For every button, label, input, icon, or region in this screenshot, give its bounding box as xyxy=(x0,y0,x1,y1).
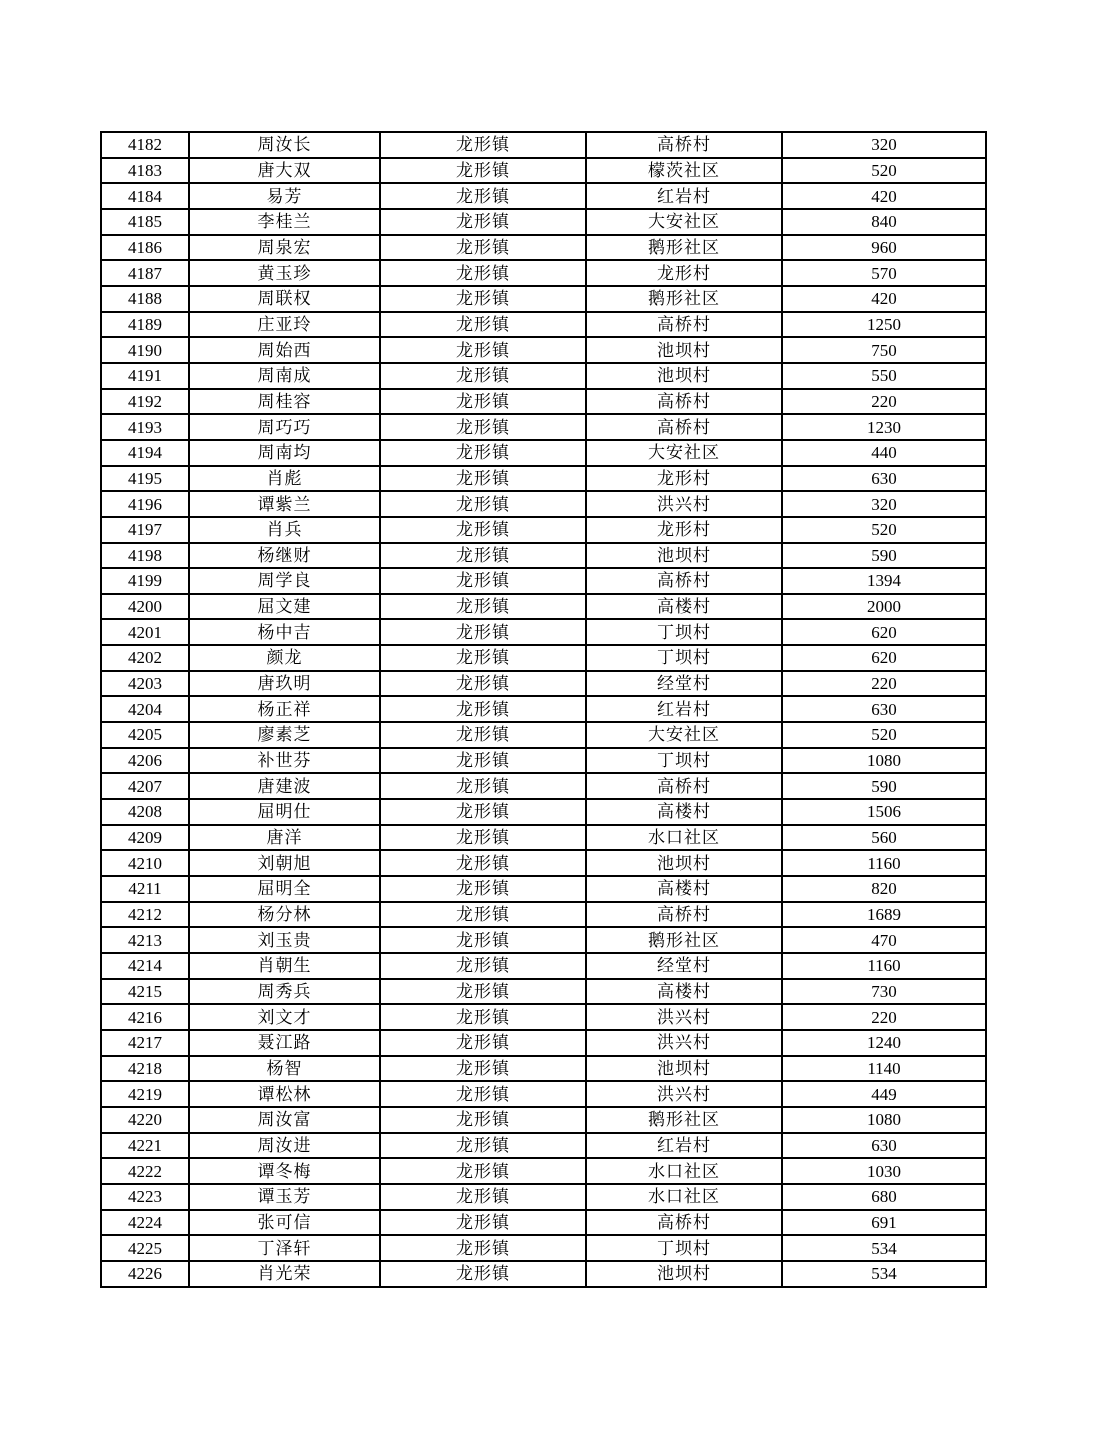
table-row xyxy=(101,696,986,722)
cell-town: 龙形镇 xyxy=(380,389,586,415)
table-row xyxy=(101,1133,986,1159)
cell-id: 4186 xyxy=(101,235,189,261)
cell-name: 谭松林 xyxy=(189,1081,380,1107)
cell-amount: 1250 xyxy=(782,312,986,338)
cell-id: 4190 xyxy=(101,337,189,363)
cell-amount: 730 xyxy=(782,979,986,1005)
cell-id: 4224 xyxy=(101,1210,189,1236)
cell-id: 4182 xyxy=(101,132,189,158)
cell-id: 4218 xyxy=(101,1056,189,1082)
cell-town: 龙形镇 xyxy=(380,1081,586,1107)
table-row xyxy=(101,389,986,415)
cell-amount: 590 xyxy=(782,543,986,569)
table-row xyxy=(101,466,986,492)
cell-village: 红岩村 xyxy=(586,183,782,209)
cell-amount: 420 xyxy=(782,286,986,312)
cell-village: 鹅形社区 xyxy=(586,927,782,953)
cell-id: 4202 xyxy=(101,645,189,671)
cell-town: 龙形镇 xyxy=(380,286,586,312)
table-row xyxy=(101,876,986,902)
table-row xyxy=(101,645,986,671)
cell-town: 龙形镇 xyxy=(380,748,586,774)
cell-village: 龙形村 xyxy=(586,517,782,543)
cell-amount: 590 xyxy=(782,773,986,799)
cell-name: 唐洋 xyxy=(189,825,380,851)
cell-id: 4222 xyxy=(101,1158,189,1184)
cell-village: 经堂村 xyxy=(586,953,782,979)
cell-village: 高桥村 xyxy=(586,902,782,928)
cell-id: 4192 xyxy=(101,389,189,415)
cell-id: 4193 xyxy=(101,414,189,440)
cell-id: 4217 xyxy=(101,1030,189,1056)
cell-id: 4198 xyxy=(101,543,189,569)
cell-id: 4194 xyxy=(101,440,189,466)
cell-amount: 1230 xyxy=(782,414,986,440)
cell-town: 龙形镇 xyxy=(380,773,586,799)
cell-name: 刘朝旭 xyxy=(189,850,380,876)
cell-name: 肖朝生 xyxy=(189,953,380,979)
cell-id: 4191 xyxy=(101,363,189,389)
table-row xyxy=(101,1081,986,1107)
cell-amount: 620 xyxy=(782,619,986,645)
cell-amount: 1160 xyxy=(782,850,986,876)
cell-amount: 1240 xyxy=(782,1030,986,1056)
cell-id: 4185 xyxy=(101,209,189,235)
table-row xyxy=(101,1235,986,1261)
cell-town: 龙形镇 xyxy=(380,876,586,902)
cell-name: 颜龙 xyxy=(189,645,380,671)
cell-id: 4215 xyxy=(101,979,189,1005)
table-row xyxy=(101,722,986,748)
cell-id: 4221 xyxy=(101,1133,189,1159)
table-row xyxy=(101,773,986,799)
cell-town: 龙形镇 xyxy=(380,1210,586,1236)
cell-town: 龙形镇 xyxy=(380,696,586,722)
cell-village: 洪兴村 xyxy=(586,491,782,517)
cell-name: 黄玉珍 xyxy=(189,260,380,286)
cell-id: 4216 xyxy=(101,1004,189,1030)
table-body xyxy=(101,132,986,1287)
cell-amount: 320 xyxy=(782,491,986,517)
cell-amount: 520 xyxy=(782,517,986,543)
cell-amount: 520 xyxy=(782,722,986,748)
cell-town: 龙形镇 xyxy=(380,183,586,209)
cell-id: 4189 xyxy=(101,312,189,338)
table-row xyxy=(101,594,986,620)
table-row xyxy=(101,286,986,312)
table-row xyxy=(101,568,986,594)
cell-amount: 691 xyxy=(782,1210,986,1236)
cell-village: 丁坝村 xyxy=(586,748,782,774)
cell-id: 4209 xyxy=(101,825,189,851)
cell-id: 4220 xyxy=(101,1107,189,1133)
cell-village: 高桥村 xyxy=(586,312,782,338)
cell-amount: 680 xyxy=(782,1184,986,1210)
cell-village: 鹅形社区 xyxy=(586,1107,782,1133)
cell-name: 丁泽轩 xyxy=(189,1235,380,1261)
cell-id: 4187 xyxy=(101,260,189,286)
table-row xyxy=(101,312,986,338)
cell-name: 谭紫兰 xyxy=(189,491,380,517)
cell-id: 4226 xyxy=(101,1261,189,1287)
cell-amount: 630 xyxy=(782,466,986,492)
cell-village: 鹅形社区 xyxy=(586,286,782,312)
cell-name: 聂江路 xyxy=(189,1030,380,1056)
cell-amount: 620 xyxy=(782,645,986,671)
cell-id: 4212 xyxy=(101,902,189,928)
cell-amount: 440 xyxy=(782,440,986,466)
cell-name: 周南均 xyxy=(189,440,380,466)
cell-amount: 1160 xyxy=(782,953,986,979)
table-row xyxy=(101,979,986,1005)
cell-amount: 470 xyxy=(782,927,986,953)
cell-town: 龙形镇 xyxy=(380,671,586,697)
cell-name: 杨分林 xyxy=(189,902,380,928)
cell-town: 龙形镇 xyxy=(380,1133,586,1159)
cell-village: 水口社区 xyxy=(586,1184,782,1210)
cell-name: 周桂容 xyxy=(189,389,380,415)
cell-village: 红岩村 xyxy=(586,696,782,722)
table-row xyxy=(101,209,986,235)
cell-town: 龙形镇 xyxy=(380,594,586,620)
cell-town: 龙形镇 xyxy=(380,619,586,645)
cell-amount: 1080 xyxy=(782,1107,986,1133)
cell-amount: 320 xyxy=(782,132,986,158)
cell-name: 杨继财 xyxy=(189,543,380,569)
cell-id: 4207 xyxy=(101,773,189,799)
cell-name: 周泉宏 xyxy=(189,235,380,261)
cell-town: 龙形镇 xyxy=(380,440,586,466)
cell-name: 廖素芝 xyxy=(189,722,380,748)
cell-id: 4203 xyxy=(101,671,189,697)
cell-village: 池坝村 xyxy=(586,850,782,876)
cell-id: 4214 xyxy=(101,953,189,979)
cell-village: 洪兴村 xyxy=(586,1081,782,1107)
cell-amount: 220 xyxy=(782,1004,986,1030)
cell-village: 高桥村 xyxy=(586,773,782,799)
cell-id: 4223 xyxy=(101,1184,189,1210)
cell-name: 杨正祥 xyxy=(189,696,380,722)
cell-town: 龙形镇 xyxy=(380,363,586,389)
cell-name: 唐玖明 xyxy=(189,671,380,697)
cell-village: 高楼村 xyxy=(586,799,782,825)
cell-village: 水口社区 xyxy=(586,1158,782,1184)
table-row xyxy=(101,440,986,466)
cell-town: 龙形镇 xyxy=(380,260,586,286)
cell-town: 龙形镇 xyxy=(380,1184,586,1210)
cell-id: 4184 xyxy=(101,183,189,209)
cell-town: 龙形镇 xyxy=(380,1235,586,1261)
roster-table xyxy=(100,131,987,1288)
table-row xyxy=(101,491,986,517)
cell-amount: 220 xyxy=(782,389,986,415)
cell-id: 4206 xyxy=(101,748,189,774)
cell-name: 周巧巧 xyxy=(189,414,380,440)
cell-village: 大安社区 xyxy=(586,209,782,235)
cell-amount: 1394 xyxy=(782,568,986,594)
table-row xyxy=(101,850,986,876)
cell-id: 4219 xyxy=(101,1081,189,1107)
cell-village: 水口社区 xyxy=(586,825,782,851)
cell-town: 龙形镇 xyxy=(380,491,586,517)
cell-town: 龙形镇 xyxy=(380,1004,586,1030)
cell-id: 4213 xyxy=(101,927,189,953)
cell-village: 高桥村 xyxy=(586,132,782,158)
cell-town: 龙形镇 xyxy=(380,414,586,440)
table-row xyxy=(101,260,986,286)
table-row xyxy=(101,1056,986,1082)
table-row xyxy=(101,1158,986,1184)
cell-village: 檬茨社区 xyxy=(586,158,782,184)
cell-amount: 570 xyxy=(782,260,986,286)
table-row xyxy=(101,158,986,184)
cell-town: 龙形镇 xyxy=(380,543,586,569)
cell-id: 4225 xyxy=(101,1235,189,1261)
cell-name: 屈明全 xyxy=(189,876,380,902)
cell-town: 龙形镇 xyxy=(380,1107,586,1133)
cell-town: 龙形镇 xyxy=(380,1261,586,1287)
table-row xyxy=(101,671,986,697)
cell-id: 4208 xyxy=(101,799,189,825)
cell-village: 龙形村 xyxy=(586,260,782,286)
cell-name: 谭玉芳 xyxy=(189,1184,380,1210)
cell-village: 大安社区 xyxy=(586,722,782,748)
cell-name: 周联权 xyxy=(189,286,380,312)
cell-town: 龙形镇 xyxy=(380,568,586,594)
cell-id: 4200 xyxy=(101,594,189,620)
cell-town: 龙形镇 xyxy=(380,722,586,748)
cell-name: 杨中吉 xyxy=(189,619,380,645)
cell-village: 高桥村 xyxy=(586,414,782,440)
cell-id: 4195 xyxy=(101,466,189,492)
table-row xyxy=(101,363,986,389)
cell-name: 肖彪 xyxy=(189,466,380,492)
cell-amount: 1506 xyxy=(782,799,986,825)
table-row xyxy=(101,825,986,851)
cell-town: 龙形镇 xyxy=(380,979,586,1005)
cell-name: 庄亚玲 xyxy=(189,312,380,338)
cell-town: 龙形镇 xyxy=(380,953,586,979)
table-row xyxy=(101,1004,986,1030)
cell-name: 易芳 xyxy=(189,183,380,209)
cell-village: 高桥村 xyxy=(586,568,782,594)
cell-name: 张可信 xyxy=(189,1210,380,1236)
cell-village: 丁坝村 xyxy=(586,645,782,671)
cell-name: 肖兵 xyxy=(189,517,380,543)
cell-town: 龙形镇 xyxy=(380,1158,586,1184)
cell-amount: 630 xyxy=(782,1133,986,1159)
cell-town: 龙形镇 xyxy=(380,517,586,543)
cell-village: 高楼村 xyxy=(586,979,782,1005)
cell-amount: 420 xyxy=(782,183,986,209)
cell-town: 龙形镇 xyxy=(380,312,586,338)
cell-id: 4197 xyxy=(101,517,189,543)
cell-amount: 1689 xyxy=(782,902,986,928)
table-row xyxy=(101,619,986,645)
cell-town: 龙形镇 xyxy=(380,799,586,825)
cell-town: 龙形镇 xyxy=(380,927,586,953)
cell-name: 唐建波 xyxy=(189,773,380,799)
cell-id: 4205 xyxy=(101,722,189,748)
cell-village: 龙形村 xyxy=(586,466,782,492)
cell-village: 经堂村 xyxy=(586,671,782,697)
cell-village: 大安社区 xyxy=(586,440,782,466)
table-row xyxy=(101,414,986,440)
table-row xyxy=(101,235,986,261)
cell-name: 周汝长 xyxy=(189,132,380,158)
cell-id: 4204 xyxy=(101,696,189,722)
cell-amount: 534 xyxy=(782,1235,986,1261)
cell-amount: 820 xyxy=(782,876,986,902)
cell-amount: 534 xyxy=(782,1261,986,1287)
cell-town: 龙形镇 xyxy=(380,645,586,671)
cell-id: 4199 xyxy=(101,568,189,594)
table-row xyxy=(101,517,986,543)
cell-amount: 630 xyxy=(782,696,986,722)
cell-amount: 520 xyxy=(782,158,986,184)
cell-village: 鹅形社区 xyxy=(586,235,782,261)
cell-village: 池坝村 xyxy=(586,363,782,389)
cell-town: 龙形镇 xyxy=(380,235,586,261)
cell-name: 补世芬 xyxy=(189,748,380,774)
table-row xyxy=(101,1184,986,1210)
cell-name: 屈明仕 xyxy=(189,799,380,825)
cell-name: 周南成 xyxy=(189,363,380,389)
cell-amount: 1140 xyxy=(782,1056,986,1082)
cell-town: 龙形镇 xyxy=(380,209,586,235)
table-row xyxy=(101,902,986,928)
table-row xyxy=(101,927,986,953)
cell-name: 刘玉贵 xyxy=(189,927,380,953)
table-row xyxy=(101,183,986,209)
cell-village: 池坝村 xyxy=(586,543,782,569)
cell-town: 龙形镇 xyxy=(380,825,586,851)
cell-village: 丁坝村 xyxy=(586,1235,782,1261)
cell-name: 唐大双 xyxy=(189,158,380,184)
cell-amount: 1030 xyxy=(782,1158,986,1184)
cell-amount: 560 xyxy=(782,825,986,851)
cell-name: 肖光荣 xyxy=(189,1261,380,1287)
cell-village: 洪兴村 xyxy=(586,1004,782,1030)
cell-name: 周始西 xyxy=(189,337,380,363)
cell-amount: 2000 xyxy=(782,594,986,620)
table-row xyxy=(101,748,986,774)
cell-town: 龙形镇 xyxy=(380,850,586,876)
cell-town: 龙形镇 xyxy=(380,902,586,928)
cell-name: 周秀兵 xyxy=(189,979,380,1005)
cell-village: 池坝村 xyxy=(586,1056,782,1082)
cell-amount: 750 xyxy=(782,337,986,363)
cell-name: 周汝富 xyxy=(189,1107,380,1133)
cell-id: 4210 xyxy=(101,850,189,876)
cell-town: 龙形镇 xyxy=(380,1030,586,1056)
table-row xyxy=(101,543,986,569)
cell-id: 4201 xyxy=(101,619,189,645)
cell-village: 池坝村 xyxy=(586,337,782,363)
cell-village: 高楼村 xyxy=(586,594,782,620)
cell-name: 周学良 xyxy=(189,568,380,594)
cell-village: 池坝村 xyxy=(586,1261,782,1287)
table-row xyxy=(101,132,986,158)
cell-village: 高桥村 xyxy=(586,1210,782,1236)
cell-id: 4211 xyxy=(101,876,189,902)
cell-amount: 960 xyxy=(782,235,986,261)
cell-town: 龙形镇 xyxy=(380,466,586,492)
table-row xyxy=(101,1261,986,1287)
cell-amount: 220 xyxy=(782,671,986,697)
cell-id: 4183 xyxy=(101,158,189,184)
table-row xyxy=(101,953,986,979)
cell-town: 龙形镇 xyxy=(380,1056,586,1082)
cell-name: 屈文建 xyxy=(189,594,380,620)
cell-amount: 840 xyxy=(782,209,986,235)
cell-name: 杨智 xyxy=(189,1056,380,1082)
cell-town: 龙形镇 xyxy=(380,132,586,158)
cell-amount: 550 xyxy=(782,363,986,389)
cell-name: 周汝进 xyxy=(189,1133,380,1159)
cell-name: 刘文才 xyxy=(189,1004,380,1030)
table-row xyxy=(101,1030,986,1056)
cell-village: 洪兴村 xyxy=(586,1030,782,1056)
table-row xyxy=(101,799,986,825)
cell-name: 李桂兰 xyxy=(189,209,380,235)
cell-village: 高桥村 xyxy=(586,389,782,415)
cell-village: 高楼村 xyxy=(586,876,782,902)
cell-village: 红岩村 xyxy=(586,1133,782,1159)
cell-id: 4188 xyxy=(101,286,189,312)
cell-amount: 1080 xyxy=(782,748,986,774)
cell-town: 龙形镇 xyxy=(380,158,586,184)
table-row xyxy=(101,1210,986,1236)
cell-village: 丁坝村 xyxy=(586,619,782,645)
table-row xyxy=(101,1107,986,1133)
cell-name: 谭冬梅 xyxy=(189,1158,380,1184)
cell-id: 4196 xyxy=(101,491,189,517)
table-row xyxy=(101,337,986,363)
cell-town: 龙形镇 xyxy=(380,337,586,363)
cell-amount: 449 xyxy=(782,1081,986,1107)
